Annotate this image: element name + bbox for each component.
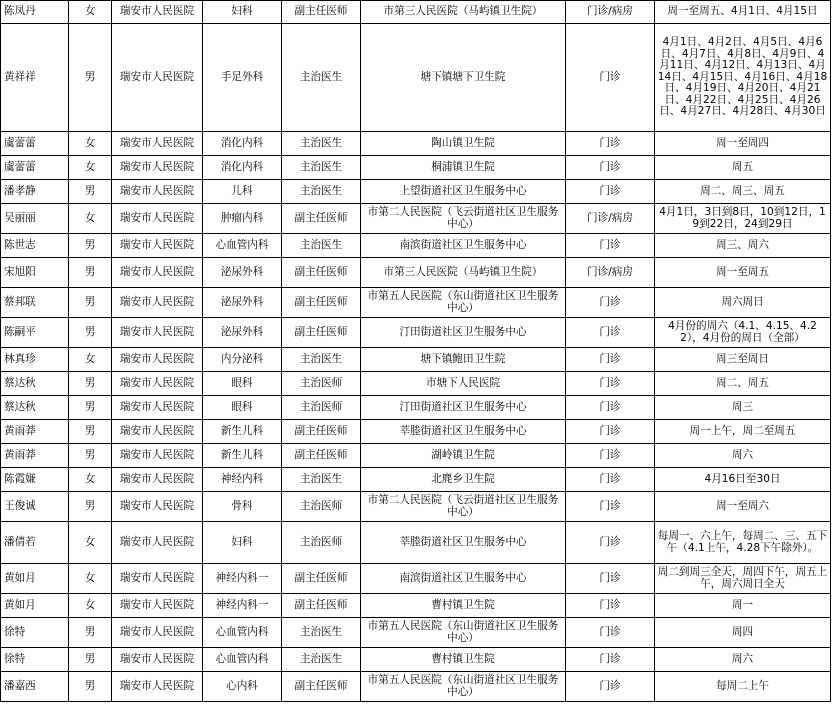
gender-cell: 女 [69,468,112,492]
table-row [1,492,831,522]
job-title-cell: 副主任医师 [282,258,361,288]
posted-site-cell: 市第二人民医院（飞云街道社区卫生服务中心） [361,204,566,234]
department-cell: 骨科 [203,492,282,522]
gender-cell: 男 [69,372,112,396]
doctor-name-cell: 潘孝静 [1,180,69,204]
schedule-cell: 周三至周日 [655,348,831,372]
job-title-cell: 副主任医师 [282,1,361,24]
table-row [1,672,831,702]
posted-site-cell: 湖岭镇卫生院 [361,444,566,468]
doctor-name-cell: 黄如月 [1,564,69,594]
job-title-cell: 主治医生 [282,24,361,132]
schedule-cell: 周二、周五 [655,372,831,396]
doctor-name-cell: 虞蕾蕾 [1,156,69,180]
posted-site-cell: 市第五人民医院（东山街道社区卫生服务中心） [361,672,566,702]
posted-site-cell: 市第五人民医院（东山街道社区卫生服务中心） [361,618,566,648]
department-cell: 泌尿外科 [203,288,282,318]
schedule-cell: 周四 [655,618,831,648]
department-cell: 儿科 [203,180,282,204]
schedule-cell: 周六 [655,444,831,468]
job-title-cell: 主治医生 [282,468,361,492]
doctor-name-cell: 蔡邦联 [1,288,69,318]
gender-cell: 男 [69,618,112,648]
schedule-cell: 4月16日至30日 [655,468,831,492]
department-cell: 新生儿科 [203,420,282,444]
table-row [1,348,831,372]
table-row [1,132,831,156]
doctor-name-cell: 陈霞嫌 [1,468,69,492]
table-row [1,258,831,288]
schedule-cell: 周三 [655,396,831,420]
job-title-cell: 副主任医师 [282,288,361,318]
gender-cell: 女 [69,1,112,24]
doctor-name-cell: 陈世志 [1,234,69,258]
home-hospital-cell: 瑞安市人民医院 [112,522,203,564]
service-type-cell: 门诊 [566,132,655,156]
home-hospital-cell: 瑞安市人民医院 [112,288,203,318]
home-hospital-cell: 瑞安市人民医院 [112,618,203,648]
department-cell: 肿瘤内科 [203,204,282,234]
posted-site-cell: 市第三人民医院（马屿镇卫生院） [361,1,566,24]
schedule-cell: 周六 [655,648,831,672]
doctor-name-cell: 陈嗣平 [1,318,69,348]
department-cell: 手足外科 [203,24,282,132]
table-row [1,372,831,396]
job-title-cell: 主治医生 [282,132,361,156]
posted-site-cell: 桐浦镇卫生院 [361,156,566,180]
department-cell: 妇科 [203,522,282,564]
job-title-cell: 主治医师 [282,522,361,564]
doctor-name-cell: 黄祥祥 [1,24,69,132]
gender-cell: 女 [69,348,112,372]
service-type-cell: 门诊/病房 [566,1,655,24]
gender-cell: 女 [69,594,112,618]
table-row [1,396,831,420]
service-type-cell: 门诊 [566,348,655,372]
doctor-name-cell: 蔡达秋 [1,372,69,396]
job-title-cell: 主治医生 [282,156,361,180]
gender-cell: 男 [69,234,112,258]
service-type-cell: 门诊 [566,468,655,492]
schedule-cell: 4月1日，3日到8日，10到12日，19到22日，24到29日 [655,204,831,234]
doctor-name-cell: 潘倩若 [1,522,69,564]
home-hospital-cell: 瑞安市人民医院 [112,132,203,156]
gender-cell: 女 [69,522,112,564]
table-row [1,156,831,180]
job-title-cell: 主治医生 [282,234,361,258]
table-row [1,420,831,444]
doctor-name-cell: 蔡达秋 [1,396,69,420]
department-cell: 心血管内科 [203,618,282,648]
department-cell: 眼科 [203,396,282,420]
department-cell: 消化内科 [203,156,282,180]
home-hospital-cell: 瑞安市人民医院 [112,318,203,348]
schedule-cell: 4月1日、4月2日、4月5日、4月6日、4月7日、4月8日、4月9日、4月11日、4月12日、4月13日、4月14日、4月15日、4月16日、4月18日、4月19日、4月20日、4月21日、4月22日、4月25日、4月26日、4月27日、4月28日、4月30日 [655,24,831,132]
schedule-cell: 周二到周三全天，周四下午，周五上午，周六周日全天 [655,564,831,594]
table-row [1,648,831,672]
posted-site-cell: 南滨街道社区卫生服务中心 [361,564,566,594]
department-cell: 泌尿外科 [203,318,282,348]
table-row [1,594,831,618]
department-cell: 眼科 [203,372,282,396]
job-title-cell: 主治医生 [282,180,361,204]
home-hospital-cell: 瑞安市人民医院 [112,492,203,522]
doctor-name-cell: 虞蕾蕾 [1,132,69,156]
gender-cell: 女 [69,204,112,234]
service-type-cell: 门诊 [566,564,655,594]
table-row [1,564,831,594]
gender-cell: 女 [69,156,112,180]
table-row [1,618,831,648]
posted-site-cell: 莘塍街道社区卫生服务中心 [361,420,566,444]
job-title-cell: 副主任医师 [282,204,361,234]
department-cell: 心血管内科 [203,648,282,672]
posted-site-cell: 市第五人民医院（东山街道社区卫生服务中心） [361,288,566,318]
service-type-cell: 门诊 [566,180,655,204]
table-row [1,1,831,24]
table-row [1,444,831,468]
doctor-name-cell: 陈凤丹 [1,1,69,24]
gender-cell: 男 [69,288,112,318]
service-type-cell: 门诊/病房 [566,258,655,288]
posted-site-cell: 上望街道社区卫生服务中心 [361,180,566,204]
posted-site-cell: 陶山镇卫生院 [361,132,566,156]
schedule-cell: 每周一、六上午，每周二、三、五下午（4.1上午，4.28下午除外）。 [655,522,831,564]
home-hospital-cell: 瑞安市人民医院 [112,420,203,444]
department-cell: 消化内科 [203,132,282,156]
job-title-cell: 主治医生 [282,348,361,372]
home-hospital-cell: 瑞安市人民医院 [112,396,203,420]
service-type-cell: 门诊/病房 [566,204,655,234]
doctor-name-cell: 徐特 [1,618,69,648]
table-row [1,180,831,204]
gender-cell: 女 [69,132,112,156]
schedule-cell: 4月份的周六（4.1、4.15、4.22），4月份的周日（全部） [655,318,831,348]
service-type-cell: 门诊 [566,420,655,444]
home-hospital-cell: 瑞安市人民医院 [112,348,203,372]
schedule-cell: 每周二上午 [655,672,831,702]
job-title-cell: 副主任医师 [282,318,361,348]
job-title-cell: 主治医师 [282,372,361,396]
gender-cell: 男 [69,258,112,288]
gender-cell: 男 [69,24,112,132]
job-title-cell: 副主任医师 [282,672,361,702]
doctor-name-cell: 黄雨莽 [1,420,69,444]
home-hospital-cell: 瑞安市人民医院 [112,156,203,180]
schedule-cell: 周一至周六 [655,492,831,522]
job-title-cell: 副主任医师 [282,564,361,594]
home-hospital-cell: 瑞安市人民医院 [112,648,203,672]
table-row [1,522,831,564]
service-type-cell: 门诊 [566,318,655,348]
service-type-cell: 门诊 [566,492,655,522]
doctor-name-cell: 吴丽丽 [1,204,69,234]
doctor-name-cell: 黄如月 [1,594,69,618]
schedule-cell: 周六周日 [655,288,831,318]
posted-site-cell: 市第二人民医院（飞云街道社区卫生服务中心） [361,492,566,522]
posted-site-cell: 汀田街道社区卫生服务中心 [361,318,566,348]
job-title-cell: 副主任医师 [282,594,361,618]
schedule-cell: 周一至周四 [655,132,831,156]
home-hospital-cell: 瑞安市人民医院 [112,444,203,468]
department-cell: 心内科 [203,672,282,702]
service-type-cell: 门诊 [566,672,655,702]
gender-cell: 男 [69,492,112,522]
posted-site-cell: 市塘下人民医院 [361,372,566,396]
department-cell: 泌尿外科 [203,258,282,288]
posted-site-cell: 曹村镇卫生院 [361,594,566,618]
schedule-cell: 周一至周五 [655,258,831,288]
table-row [1,234,831,258]
gender-cell: 男 [69,396,112,420]
job-title-cell: 主治医生 [282,648,361,672]
posted-site-cell: 南滨街道社区卫生服务中心 [361,234,566,258]
table-row [1,468,831,492]
gender-cell: 男 [69,672,112,702]
home-hospital-cell: 瑞安市人民医院 [112,468,203,492]
home-hospital-cell: 瑞安市人民医院 [112,180,203,204]
service-type-cell: 门诊 [566,648,655,672]
service-type-cell: 门诊 [566,618,655,648]
gender-cell: 男 [69,420,112,444]
department-cell: 新生儿科 [203,444,282,468]
table-row [1,24,831,132]
doctor-name-cell: 宋旭阳 [1,258,69,288]
doctor-name-cell: 徐特 [1,648,69,672]
job-title-cell: 副主任医师 [282,420,361,444]
schedule-cell: 周一上午，周二至周五 [655,420,831,444]
job-title-cell: 副主任医师 [282,444,361,468]
table-row [1,318,831,348]
schedule-cell: 周五 [655,156,831,180]
department-cell: 神经内科一 [203,564,282,594]
posted-site-cell: 曹村镇卫生院 [361,648,566,672]
schedule-cell: 周二、周三、周五 [655,180,831,204]
schedule-cell: 周一 [655,594,831,618]
gender-cell: 男 [69,444,112,468]
schedule-cell: 周一至周五、4月1日、4月15日 [655,1,831,24]
service-type-cell: 门诊 [566,594,655,618]
table-row [1,288,831,318]
table-row [1,204,831,234]
posted-site-cell: 市第三人民医院（马屿镇卫生院） [361,258,566,288]
gender-cell: 男 [69,318,112,348]
home-hospital-cell: 瑞安市人民医院 [112,234,203,258]
service-type-cell: 门诊 [566,24,655,132]
service-type-cell: 门诊 [566,444,655,468]
posted-site-cell: 塘下镇鲍田卫生院 [361,348,566,372]
posted-site-cell: 汀田街道社区卫生服务中心 [361,396,566,420]
gender-cell: 男 [69,180,112,204]
posted-site-cell: 莘塍街道社区卫生服务中心 [361,522,566,564]
job-title-cell: 主治医生 [282,618,361,648]
department-cell: 神经内科一 [203,594,282,618]
service-type-cell: 门诊 [566,156,655,180]
schedule-cell: 周三、周六 [655,234,831,258]
home-hospital-cell: 瑞安市人民医院 [112,24,203,132]
home-hospital-cell: 瑞安市人民医院 [112,672,203,702]
home-hospital-cell: 瑞安市人民医院 [112,204,203,234]
table-body [1,1,831,702]
doctor-name-cell: 林真珍 [1,348,69,372]
service-type-cell: 门诊 [566,396,655,420]
doctor-name-cell: 王俊诚 [1,492,69,522]
department-cell: 妇科 [203,1,282,24]
job-title-cell: 主治医师 [282,492,361,522]
doctor-name-cell: 潘嘉西 [1,672,69,702]
doctor-name-cell: 黄雨莽 [1,444,69,468]
gender-cell: 女 [69,564,112,594]
home-hospital-cell: 瑞安市人民医院 [112,372,203,396]
home-hospital-cell: 瑞安市人民医院 [112,258,203,288]
service-type-cell: 门诊 [566,522,655,564]
gender-cell: 男 [69,648,112,672]
department-cell: 内分泌科 [203,348,282,372]
home-hospital-cell: 瑞安市人民医院 [112,1,203,24]
job-title-cell: 主治医师 [282,396,361,420]
home-hospital-cell: 瑞安市人民医院 [112,594,203,618]
service-type-cell: 门诊 [566,288,655,318]
department-cell: 心血管内科 [203,234,282,258]
home-hospital-cell: 瑞安市人民医院 [112,564,203,594]
department-cell: 神经内科 [203,468,282,492]
posted-site-cell: 北麂乡卫生院 [361,468,566,492]
service-type-cell: 门诊 [566,234,655,258]
service-type-cell: 门诊 [566,372,655,396]
posted-site-cell: 塘下镇塘下卫生院 [361,24,566,132]
